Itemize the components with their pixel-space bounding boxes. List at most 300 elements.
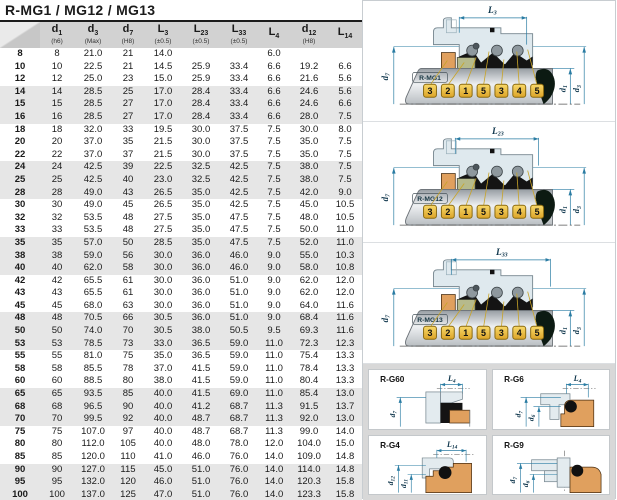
table-cell: 7.5 — [258, 237, 290, 250]
svg-text:d1: $d_1$ — [557, 327, 570, 335]
table-cell: 36.5 — [191, 350, 211, 362]
table-cell: 58.0 — [290, 262, 328, 275]
table-cell: 14.0 — [258, 489, 290, 500]
table-row — [0, 212, 362, 225]
svg-text:3: 3 — [498, 328, 504, 339]
table-cell: 7.5 — [267, 148, 281, 160]
table-cell: 9.0 — [267, 299, 281, 311]
table-cell: 30.0 — [191, 148, 211, 160]
table-corner-cell — [0, 22, 40, 48]
table-cell: 26.5 — [153, 199, 173, 211]
part-number-tag — [477, 84, 490, 97]
table-cell: 97 — [122, 425, 134, 437]
seat-drawing-r-g60 — [369, 370, 486, 429]
table-cell: 41.2 — [182, 401, 220, 414]
table-cell: 25.9 — [191, 60, 211, 72]
row-size-cell: 22 — [14, 148, 26, 160]
table-cell: 78 — [122, 362, 134, 374]
table-cell: 41.0 — [153, 451, 173, 462]
table-cell: 40.0 — [153, 438, 173, 450]
table-cell: 36.0 — [182, 250, 220, 263]
table-cell: 11.0 — [336, 224, 354, 236]
svg-text:d7: $d_7$ — [379, 72, 392, 81]
table-cell: 10.3 — [328, 250, 362, 263]
table-cell: 7.5 — [267, 211, 281, 223]
table-cell: 28.0 — [290, 111, 328, 124]
table-cell: 11.0 — [258, 388, 290, 401]
part-number-tag — [477, 326, 490, 339]
seat-drawing-r-g4 — [369, 436, 486, 495]
table-cell: 78.0 — [229, 438, 249, 450]
seat-drawing-r-g6 — [493, 370, 610, 429]
part-number-tag — [495, 326, 508, 339]
table-cell: 35.0 — [191, 211, 211, 223]
row-size-cell: 28 — [0, 187, 40, 200]
table-cell: 127.0 — [74, 464, 112, 477]
part-number-tag — [531, 326, 544, 339]
table-cell: 7.5 — [328, 161, 362, 174]
svg-text:d7: $d_7$ — [379, 314, 392, 323]
table-cell: 50.5 — [220, 325, 258, 338]
table-cell — [290, 48, 328, 61]
table-cell: 13.3 — [335, 375, 355, 387]
table-cell: 51.0 — [229, 287, 249, 299]
table-cell — [328, 48, 362, 61]
table-cell: 41.5 — [191, 362, 211, 374]
table-cell: 92.0 — [290, 413, 328, 426]
part-number-tag — [513, 205, 526, 218]
table-row — [0, 224, 362, 237]
table-cell: 7.5 — [267, 199, 281, 211]
table-cell: 35.0 — [299, 136, 319, 148]
table-row — [0, 61, 362, 74]
table-cell: 8.0 — [338, 123, 352, 135]
table-row — [0, 451, 362, 464]
table-row — [0, 300, 362, 313]
table-cell: 11.0 — [328, 237, 362, 250]
svg-text:5: 5 — [481, 207, 487, 218]
table-row — [0, 312, 362, 325]
table-cell: 90 — [112, 401, 144, 414]
svg-text:L3: L3 — [488, 5, 497, 17]
table-cell: 27 — [112, 98, 144, 111]
table-row — [0, 426, 362, 439]
row-size-cell: 68 — [0, 401, 40, 414]
svg-text:3: 3 — [427, 328, 433, 339]
seat-diagram-grid — [363, 364, 615, 500]
column-header: $L_{23}$ (±0.5) — [182, 22, 220, 48]
seal-drawing-r-mg12 — [363, 122, 615, 241]
row-size-cell: 15 — [0, 98, 40, 111]
table-cell: 30.0 — [144, 262, 182, 275]
row-size-cell: 8 — [17, 48, 23, 59]
table-cell: 53.5 — [83, 224, 103, 236]
svg-text:d7: $d_7$ — [379, 193, 392, 202]
table-cell: 14.0 — [258, 476, 290, 489]
table-cell: 51.0 — [182, 464, 220, 477]
table-cell: 14.0 — [258, 464, 290, 477]
table-cell: 7.5 — [267, 136, 281, 148]
table-cell: 21.5 — [153, 148, 173, 160]
table-cell: 30.0 — [153, 299, 173, 311]
row-size-cell: 50 — [0, 325, 40, 338]
table-cell: 11.3 — [258, 413, 290, 426]
column-header: $d_3$ (Max) — [74, 22, 112, 48]
table-cell: 6.6 — [258, 111, 290, 124]
table-cell: 51.0 — [182, 489, 220, 500]
seat-diagram-r-g9 — [492, 435, 611, 496]
table-cell: 76.0 — [229, 451, 249, 462]
table-cell: 22.5 — [83, 60, 103, 72]
row-size-cell: 48 — [0, 312, 40, 325]
table-row — [0, 262, 362, 275]
table-cell: 9.0 — [267, 274, 281, 286]
table-cell: 65 — [40, 388, 74, 401]
table-cell: 10.5 — [335, 199, 355, 211]
table-cell: 69.0 — [220, 388, 258, 401]
table-cell: 35.0 — [153, 350, 173, 362]
table-cell: 35 — [40, 237, 74, 250]
table-cell: 123.3 — [290, 489, 328, 500]
svg-text:3: 3 — [498, 207, 504, 218]
table-header — [0, 22, 362, 48]
seal-name-label: R-MG13 — [417, 316, 443, 324]
table-cell: 51.0 — [182, 476, 220, 489]
table-cell: 7.5 — [258, 174, 290, 187]
table-cell: 11.0 — [258, 338, 290, 351]
table-cell: 48 — [40, 312, 74, 325]
row-size-cell: 24 — [0, 161, 40, 174]
row-size-cell: 75 — [14, 425, 26, 437]
table-row — [0, 489, 362, 500]
table-cell: 115 — [112, 464, 144, 477]
diagram-panel — [362, 0, 616, 499]
table-row — [0, 363, 362, 376]
table-cell: 21.0 — [83, 48, 103, 59]
table-cell: 65.5 — [83, 274, 103, 286]
table-cell: 38.0 — [182, 325, 220, 338]
table-cell: 53.5 — [83, 211, 103, 223]
row-size-cell: 35 — [0, 237, 40, 250]
seal-drawing-r-mg1 — [363, 1, 615, 120]
table-cell: 74.0 — [74, 325, 112, 338]
dim-label-d7: $d_7$ — [507, 476, 519, 484]
table-cell: 37.0 — [83, 136, 103, 148]
svg-text:d1: $d_1$ — [557, 206, 570, 214]
svg-text:4: 4 — [516, 86, 522, 97]
table-cell: 70.5 — [74, 312, 112, 325]
table-cell: 12.0 — [335, 287, 355, 299]
table-cell: 55 — [51, 350, 63, 362]
table-cell: 25.0 — [83, 73, 103, 85]
table-cell: 70 — [112, 325, 144, 338]
part-number-tag — [459, 84, 472, 97]
table-cell: 41.5 — [182, 388, 220, 401]
column-header: $L_3$ (±0.5) — [144, 22, 182, 48]
svg-text:5: 5 — [534, 207, 540, 218]
table-cell: 51.0 — [229, 299, 249, 311]
table-cell: 17.0 — [144, 111, 182, 124]
table-cell: 62.0 — [299, 274, 319, 286]
table-cell: 25.9 — [191, 73, 211, 85]
table-cell: 78.4 — [299, 362, 319, 374]
table-cell: 62.0 — [74, 262, 112, 275]
part-number-tag — [531, 84, 544, 97]
table-cell: 6.6 — [267, 60, 281, 72]
table-cell: 50.0 — [299, 224, 319, 236]
table-cell: 43 — [112, 187, 144, 200]
table-cell: 64.0 — [299, 299, 319, 311]
table-cell: 55.0 — [290, 250, 328, 263]
table-cell: 37.5 — [229, 123, 249, 135]
table-cell: 36.5 — [182, 338, 220, 351]
table-row — [0, 250, 362, 263]
table-cell: 120.3 — [290, 476, 328, 489]
column-header: $d_7$ (H8) — [112, 22, 144, 48]
row-size-cell: 25 — [0, 174, 40, 187]
dim-label-d12: $d_{12}$ — [385, 475, 397, 485]
table-cell: 27.5 — [153, 224, 173, 236]
table-cell: 88.5 — [83, 375, 103, 387]
svg-text:d3: $d_3$ — [571, 327, 584, 335]
table-cell: 40.0 — [144, 388, 182, 401]
table-cell: 9.0 — [258, 262, 290, 275]
table-row — [0, 237, 362, 250]
row-size-cell: 42 — [14, 274, 26, 286]
table-cell: 120.0 — [81, 451, 105, 462]
part-number-tag — [424, 84, 437, 97]
table-cell: 6.6 — [338, 60, 352, 72]
row-size-cell: 32 — [14, 211, 26, 223]
table-cell: 59.0 — [229, 350, 249, 362]
table-cell: 85.4 — [290, 388, 328, 401]
row-size-cell: 38 — [0, 250, 40, 263]
seal-drawing-r-mg13 — [363, 243, 615, 362]
svg-text:5: 5 — [534, 328, 540, 339]
table-cell: 22.5 — [144, 161, 182, 174]
table-cell: 99.5 — [74, 413, 112, 426]
table-cell: 9.0 — [258, 312, 290, 325]
table-cell: 40 — [40, 262, 74, 275]
table-cell: 49.0 — [83, 199, 103, 211]
table-row — [0, 161, 362, 174]
table-cell: 24.6 — [290, 86, 328, 99]
table-cell: 59.0 — [229, 375, 249, 387]
table-cell: 33.4 — [229, 73, 249, 85]
table-cell: 69.3 — [290, 325, 328, 338]
o-ring — [439, 466, 452, 479]
table-cell: 7.5 — [338, 136, 352, 148]
row-size-cell: 100 — [0, 489, 40, 500]
dim-label-d7: $d_7$ — [513, 410, 524, 418]
table-cell — [182, 48, 220, 61]
table-cell: 19.2 — [299, 60, 319, 72]
table-cell: 110 — [120, 451, 136, 462]
dim-label-d6: $d_6$ — [520, 480, 532, 487]
table-cell: 33.4 — [220, 98, 258, 111]
table-cell: 30 — [51, 199, 63, 211]
table-cell: 46.0 — [220, 262, 258, 275]
table-cell: 10.5 — [335, 211, 355, 223]
svg-text:4: 4 — [516, 207, 522, 218]
part-number-tag — [477, 205, 490, 218]
row-size-cell: 30 — [14, 199, 26, 211]
table-cell: 9.0 — [258, 250, 290, 263]
part-number-tag — [531, 205, 544, 218]
table-cell: 24.6 — [290, 98, 328, 111]
table-cell: 37.5 — [229, 136, 249, 148]
row-size-cell: 33 — [14, 224, 26, 236]
table-cell: 61 — [122, 274, 134, 286]
table-cell: 32 — [51, 211, 63, 223]
table-cell: 48.7 — [182, 413, 220, 426]
table-cell: 68 — [40, 401, 74, 414]
dim-label-l4: $L_4$ — [573, 373, 581, 385]
part-number-tag — [495, 205, 508, 218]
table-cell: 45.0 — [299, 199, 319, 211]
table-cell: 60 — [51, 375, 63, 387]
table-cell: 81.0 — [83, 350, 103, 362]
table-row — [0, 187, 362, 200]
table-cell: 48 — [122, 211, 134, 223]
part-number-tag — [441, 205, 454, 218]
table-cell: 37.0 — [153, 362, 173, 374]
table-cell: 28 — [40, 187, 74, 200]
dim-label-d11: $d_{11}$ — [398, 478, 410, 488]
seal-diagram-r-mg1 — [363, 1, 615, 122]
table-cell: 35.0 — [299, 148, 319, 160]
seal-diagram-r-mg13 — [363, 243, 615, 364]
table-cell: 32.0 — [83, 123, 103, 135]
table-cell: 59.0 — [74, 250, 112, 263]
seat-name-label: R-G60 — [380, 374, 405, 384]
part-number-tag — [513, 84, 526, 97]
table-cell: 58 — [51, 362, 63, 374]
seat-name-label: R-G6 — [503, 374, 524, 384]
table-cell: 80 — [51, 438, 63, 450]
table-cell: 23 — [122, 73, 134, 85]
seat-drawing-r-g9 — [493, 436, 610, 495]
part-number-tag — [441, 326, 454, 339]
table-cell: 68.7 — [220, 413, 258, 426]
table-cell: 52.0 — [290, 237, 328, 250]
table-cell: 42.5 — [220, 161, 258, 174]
table-cell: 30.5 — [144, 325, 182, 338]
svg-text:3: 3 — [498, 86, 504, 97]
column-header: $d_{12}$ (H8) — [290, 22, 328, 48]
table-cell: 91.5 — [290, 401, 328, 414]
table-cell: 14.0 — [153, 48, 173, 59]
row-size-cell: 43 — [14, 287, 26, 299]
table-cell: 21 — [122, 48, 134, 59]
table-cell: 105 — [120, 438, 136, 450]
row-size-cell: 95 — [0, 476, 40, 489]
dim-label-d6: $d_6$ — [525, 414, 537, 422]
table-row — [0, 401, 362, 414]
table-cell: 12 — [51, 73, 63, 85]
table-row — [0, 325, 362, 338]
table-row — [0, 111, 362, 124]
row-size-cell: 58 — [14, 362, 26, 374]
row-size-cell: 18 — [14, 123, 26, 135]
table-cell: 125 — [112, 489, 144, 500]
table-cell: 35.0 — [191, 199, 211, 211]
svg-text:d3: $d_3$ — [571, 206, 584, 214]
table-cell: 18 — [51, 123, 63, 135]
table-cell: 120 — [112, 476, 144, 489]
table-row — [0, 73, 362, 86]
table-row — [0, 86, 362, 99]
table-cell: 32.5 — [182, 174, 220, 187]
table-cell: 14.0 — [335, 425, 355, 437]
table-cell: 57.0 — [74, 237, 112, 250]
table-cell: 28.4 — [182, 98, 220, 111]
table-cell: 7.5 — [328, 111, 362, 124]
part-number-tag — [424, 205, 437, 218]
table-cell: 76.0 — [220, 489, 258, 500]
gland-body — [531, 459, 557, 470]
table-cell: 90 — [40, 464, 74, 477]
table-cell: 30.0 — [191, 136, 211, 148]
table-cell: 68.4 — [290, 312, 328, 325]
table-cell: 6.0 — [267, 48, 281, 59]
table-row — [0, 476, 362, 489]
table-row — [0, 48, 362, 61]
table-cell: 85 — [112, 388, 144, 401]
table-cell: 43 — [51, 287, 63, 299]
part-number-tag — [459, 326, 472, 339]
table-cell: 76.0 — [220, 464, 258, 477]
seat-ring — [450, 410, 470, 423]
table-row — [0, 199, 362, 212]
seat-diagram-r-g4 — [368, 435, 487, 496]
page-title: R-MG1 / MG12 / MG13 — [0, 0, 362, 22]
table-cell: 28.5 — [74, 86, 112, 99]
svg-text:L23: L23 — [491, 126, 504, 138]
column-header: $d_1$ (h6) — [40, 22, 74, 48]
table-cell: 78.5 — [74, 338, 112, 351]
table-cell: 45.0 — [144, 464, 182, 477]
table-row — [0, 413, 362, 426]
table-cell: 28.4 — [182, 86, 220, 99]
table-cell: 42.5 — [220, 187, 258, 200]
table-cell: 68.0 — [83, 299, 103, 311]
table-cell: 61 — [122, 287, 134, 299]
table-cell: 9.0 — [328, 187, 362, 200]
table-cell: 17.0 — [144, 86, 182, 99]
svg-text:2: 2 — [445, 86, 451, 97]
table-cell: 49.0 — [74, 187, 112, 200]
table-cell: 25 — [112, 86, 144, 99]
table-cell: 40.0 — [153, 425, 173, 437]
dim-label-d7: $d_7$ — [387, 410, 399, 418]
table-cell: 5.6 — [338, 73, 352, 85]
svg-text:5: 5 — [534, 86, 540, 97]
table-cell: 33 — [51, 224, 63, 236]
table-cell: 19.5 — [153, 123, 173, 135]
table-cell: 42.5 — [74, 174, 112, 187]
column-header: $L_{14}$ — [328, 22, 362, 48]
part-number-tag — [513, 326, 526, 339]
table-cell: 7.5 — [267, 123, 281, 135]
svg-text:L33: L33 — [495, 247, 508, 259]
table-cell: 11.3 — [265, 425, 283, 437]
table-cell: 76.0 — [220, 476, 258, 489]
row-size-cell: 12 — [14, 73, 26, 85]
table-cell: 36.0 — [191, 274, 211, 286]
table-cell: 42.5 — [229, 199, 249, 211]
row-size-cell: 55 — [14, 350, 26, 362]
